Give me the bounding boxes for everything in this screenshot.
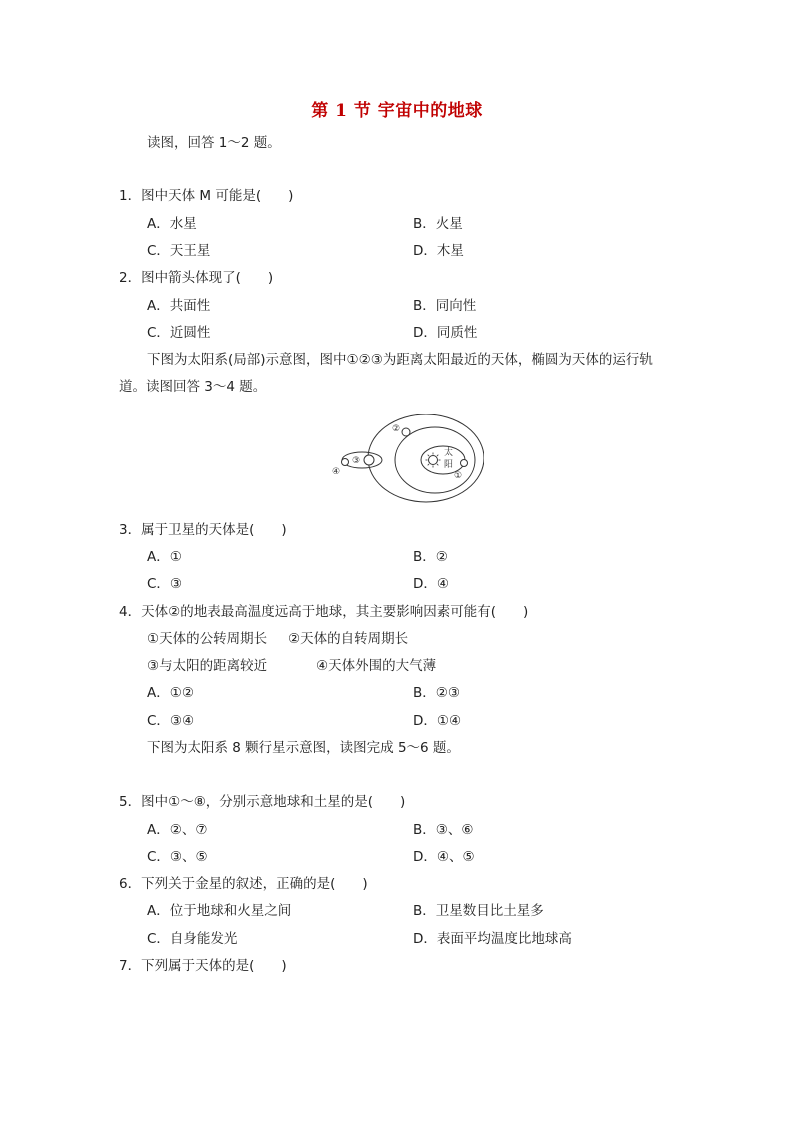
solar-system-svg: [326, 414, 484, 510]
q3-option-b: B．②: [413, 549, 448, 565]
q2-option-b: B．同向性: [413, 298, 477, 314]
q3-option-d: D．④: [413, 576, 449, 592]
q1-option-c: C．天王星: [147, 243, 211, 259]
body-2: [402, 428, 410, 436]
q5-option-d: D．④、⑤: [413, 849, 475, 865]
q6-option-a: A．位于地球和火星之间: [147, 903, 292, 919]
body-3: [364, 455, 374, 465]
q5-option-b: B．③、⑥: [413, 822, 474, 838]
q4-statement-1: ①天体的公转周期长: [147, 631, 268, 647]
q2-option-c: C．近圆性: [147, 325, 211, 341]
q3-option-c: C．③: [147, 576, 183, 592]
q4-statement-2: ②天体的自转周期长: [288, 631, 409, 647]
body-1-label: ①: [454, 471, 463, 481]
q5-option-a: A．②、⑦: [147, 822, 208, 838]
q3-option-a: A．①: [147, 549, 182, 565]
intro-q5-6: 下图为太阳系 8 颗行星示意图，读图完成 5～6 题。: [147, 740, 460, 756]
body-3-label: ③: [352, 456, 361, 466]
q1-stem: 1．图中天体 M 可能是( ): [119, 188, 294, 204]
q4-stem: 4．天体②的地表最高温度远高于地球，其主要影响因素可能有( ): [119, 604, 529, 620]
sun-label-char-2: 阳: [444, 460, 454, 470]
q2-option-a: A．共面性: [147, 298, 211, 314]
inner-orbit: [421, 446, 465, 474]
q4-option-c: C．③④: [147, 713, 195, 729]
page-title: 第 1 节 宇宙中的地球: [311, 101, 483, 121]
q6-option-c: C．自身能发光: [147, 931, 238, 947]
q6-option-d: D．表面平均温度比地球高: [413, 931, 572, 947]
q4-statement-4: ④天体外围的大气薄: [316, 658, 437, 674]
q7-stem: 7．下列属于天体的是( ): [119, 958, 287, 974]
sun-icon: [426, 453, 441, 468]
q3-stem: 3．属于卫星的天体是( ): [119, 522, 287, 538]
q1-option-b: B．火星: [413, 216, 463, 232]
q1-option-a: A．水星: [147, 216, 197, 232]
body-1: [461, 460, 468, 467]
q4-statement-3: ③与太阳的距离较近: [147, 658, 268, 674]
solar-system-diagram: [326, 414, 484, 510]
q6-stem: 6．下列关于金星的叙述，正确的是( ): [119, 876, 368, 892]
q5-stem: 5．图中①～⑧，分别示意地球和土星的是( ): [119, 794, 406, 810]
q6-option-b: B．卫星数目比土星多: [413, 903, 544, 919]
q1-option-d: D．木星: [413, 243, 464, 259]
body-2-label: ②: [392, 424, 401, 434]
q2-option-d: D．同质性: [413, 325, 478, 341]
outer-orbit: [368, 414, 484, 502]
intro-q3-4-line2: 道。读图回答 3～4 题。: [119, 379, 267, 395]
q5-option-c: C．③、⑤: [147, 849, 208, 865]
intro-q3-4-line1: 下图为太阳系(局部)示意图，图中①②③为距离太阳最近的天体，椭圆为天体的运行轨: [147, 352, 653, 368]
q4-option-d: D．①④: [413, 713, 462, 729]
q4-option-a: A．①②: [147, 685, 194, 701]
sun-label-char-1: 太: [444, 448, 454, 458]
body-4-label: ④: [332, 467, 341, 477]
body-4: [342, 459, 349, 466]
q2-stem: 2．图中箭头体现了( ): [119, 270, 274, 286]
intro-q1-2: 读图，回答 1～2 题。: [147, 135, 281, 151]
q4-option-b: B．②③: [413, 685, 460, 701]
